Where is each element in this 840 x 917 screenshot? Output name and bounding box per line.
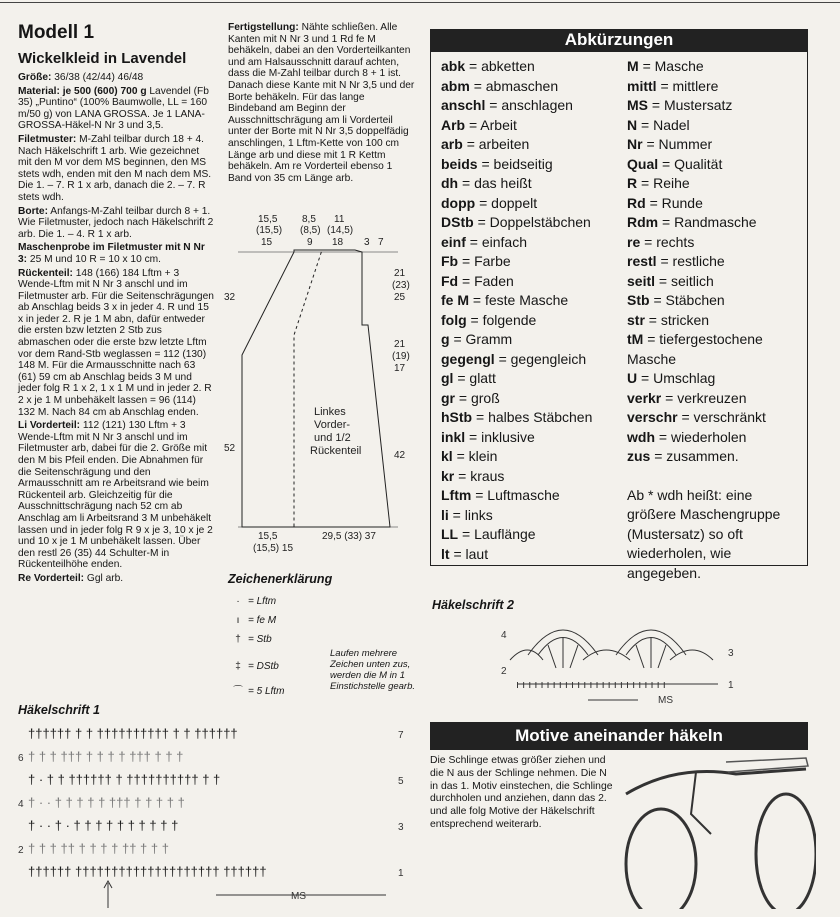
abbreviation-key: re	[627, 233, 641, 250]
abbreviation-row	[627, 116, 802, 136]
abbreviation-key: dh	[441, 175, 459, 191]
svg-text:† · † † †††††† † ††††††††: † · † † †††††† † †††††††††† † †	[28, 772, 221, 787]
double-crochet-icon: †	[235, 634, 241, 645]
abbreviation-key: lt	[441, 545, 450, 562]
abbreviation-value: = einfach	[469, 233, 527, 250]
abbreviation-key: hStb	[441, 409, 473, 425]
abbreviation-key: Fb	[441, 253, 459, 269]
abbreviation-key: gegengl	[441, 350, 495, 367]
abbreviation-row	[627, 369, 802, 389]
dim-right-42: 42	[394, 450, 406, 461]
abbreviation-key: kl	[441, 448, 453, 464]
svg-text:† · · † · † † † † † † †: † · · † · † † † † † † † † † †	[28, 818, 179, 833]
instructions-column-1	[18, 22, 215, 587]
abbreviations-left-list	[441, 57, 626, 564]
abbreviation-row	[441, 330, 626, 350]
chart2-row-2: 2	[501, 666, 507, 677]
abbreviation-value: = beidseitig	[481, 155, 553, 172]
abbreviation-key: R	[627, 175, 638, 191]
abbreviation-value: = Nummer	[646, 136, 713, 152]
abbreviations-panel	[430, 22, 808, 581]
chart1-ms-label: MS	[291, 891, 306, 902]
abbreviation-row	[441, 252, 626, 272]
abbreviation-key: kr	[441, 467, 455, 484]
abbreviation-key: seitl	[627, 272, 656, 289]
abbreviation-row	[627, 213, 802, 233]
chart1-row-3: 3	[398, 822, 404, 833]
abbreviation-value: = Nadel	[641, 116, 690, 133]
abbreviation-key: arb	[441, 136, 463, 152]
abbreviation-key: mittl	[627, 77, 657, 94]
svg-text:† † † †† † † † † †† †: † † † †† † † † † †† † † †	[28, 841, 169, 856]
abbreviation-value: = das heißt	[462, 175, 532, 191]
chart1-row-5: 5	[398, 776, 404, 787]
chart2-row-4: 4	[501, 630, 507, 641]
abbreviation-value: = feste Masche	[472, 292, 569, 308]
abbreviation-row	[441, 389, 626, 409]
piece-label-3: und 1/2	[314, 432, 351, 444]
abbreviation-value: = verkreuzen	[665, 389, 747, 406]
treble-crochet-icon: ‡	[235, 661, 241, 672]
abbreviation-key: Qual	[627, 155, 659, 172]
abbreviation-row	[627, 291, 802, 311]
legend-title: Zeichenerklärung	[228, 572, 333, 586]
abbreviation-row	[627, 155, 802, 175]
dim-right-25: 25	[394, 292, 406, 303]
piece-label-4: Rückenteil	[310, 445, 362, 457]
chart1-row-2: 2	[18, 845, 24, 856]
abbreviation-value: = anschlagen	[489, 97, 573, 113]
legend-note: Laufen mehrere Zeichen unten zus, werden die M in 1 Einstichstelle gearb.	[330, 648, 416, 692]
abbreviation-value: = stricken	[648, 311, 710, 328]
dim-left-52: 52	[224, 443, 236, 454]
abbreviation-key: Stb	[627, 292, 650, 308]
abbreviation-row	[441, 369, 626, 389]
model-title: Modell 1	[18, 22, 95, 43]
dim-top-b3: 9	[307, 237, 313, 248]
abbreviation-value: = Lauflänge	[462, 526, 536, 542]
abbreviation-key: verschr	[627, 409, 678, 425]
abbreviation-value: Masche	[627, 350, 677, 367]
dim-top-a: 15,5	[258, 214, 278, 225]
abbreviation-row	[441, 213, 626, 233]
chain-arc-icon: ⌒	[233, 686, 243, 697]
abbreviation-key: Rdm	[627, 214, 659, 230]
abbreviation-value: = Gramm	[453, 331, 513, 347]
abbreviation-row	[441, 57, 626, 77]
abbreviation-value: = verschränkt	[681, 409, 766, 425]
abbreviation-row	[441, 174, 626, 194]
legend-row-stb: † = Stb	[228, 630, 418, 649]
abbreviation-value: = Runde	[649, 194, 703, 211]
abbreviation-value: = Randmasche	[662, 214, 757, 230]
svg-text:†††††† † † †††††††††† † †: †††††† † † †††††††††† † † ††††††	[28, 726, 238, 741]
abbreviation-row	[441, 506, 626, 526]
dim-right-17: 17	[394, 363, 406, 374]
abbreviation-value: = glatt	[457, 370, 496, 386]
abbreviation-row	[627, 389, 802, 409]
abbreviation-row	[627, 428, 802, 448]
abbreviation-value: = arbeiten	[466, 136, 530, 152]
size-paragraph: Größe: 36/38 (42/44) 46/48	[18, 72, 144, 83]
abbreviation-row	[441, 467, 626, 487]
dim-top-c2: (14,5)	[327, 225, 354, 236]
abbreviation-row	[627, 311, 802, 331]
abbreviation-value: = Masche	[642, 58, 704, 74]
abbreviation-key: Fd	[441, 272, 459, 289]
abbreviation-key: Nr	[627, 136, 643, 152]
chart1-row-7: 7	[398, 730, 404, 741]
instructions-column-2	[228, 22, 416, 186]
chart1-row-4: 4	[18, 799, 24, 810]
abbreviation-value: = Luftmasche	[475, 487, 560, 503]
filet-paragraph: Filetmuster: M-Zahl teilbar durch 18 + 4. Nach Häkelschrift 1 arb. Wie gezeichnet mit den M vor dem MS beginnen, den MS stets wdh, enden mit den M nach dem MS. Die 1. – 7. R 1 x arb, danach die 2. – 7. R stets wdh.	[18, 133, 212, 203]
dim-right-19: (19)	[392, 351, 410, 362]
abbreviation-value: = Doppelstäbchen	[477, 214, 591, 230]
abbreviation-key: U	[627, 370, 638, 386]
single-crochet-icon: ı	[236, 615, 240, 626]
abbreviation-row	[627, 174, 802, 194]
piece-label-2: Vorder-	[314, 419, 351, 431]
abbreviation-key: DStb	[441, 214, 474, 230]
abbreviation-key: g	[441, 331, 450, 347]
abbreviation-row	[441, 194, 626, 214]
dim-bottom-b: 29,5 (33) 37	[322, 531, 376, 542]
abbreviation-value: = seitlich	[658, 272, 714, 289]
dim-right-21a: 21	[394, 268, 406, 279]
abbreviation-key: einf	[441, 233, 466, 250]
chart2-row-1: 1	[728, 680, 734, 691]
motive-text: Die Schlinge etwas größer ziehen und die N aus der Schlinge nehmen. Die N in das 1. Motiv einstechen, die Schlinge durchholen und anziehen, dann das 2. und alle folg Motive der Häkelschrift entsprechend weiterarb.	[430, 755, 613, 830]
abbreviation-key: MS	[627, 97, 648, 113]
piece-label-1: Linkes	[314, 406, 346, 418]
dim-left-32: 32	[224, 292, 236, 303]
abbreviation-value: = halbes Stäbchen	[476, 409, 593, 425]
abbreviation-value: = tiefergestochene	[647, 331, 763, 347]
abbreviation-value: = folgende	[470, 311, 537, 328]
legend-row-dstb: ‡ = DStb	[228, 657, 418, 676]
abbreviation-value: = klein	[456, 448, 498, 464]
centre-line	[294, 250, 322, 527]
abbreviation-value: = restliche	[660, 253, 725, 269]
top-rule	[0, 2, 840, 3]
material-paragraph: Material: je 500 (600) 700 g Lavendel (Fb 35) „Puntino“ (100% Baumwolle, LL = 160 m/50 g) von LANA GROSSA. Je 1 LANA-GROSSA-Häkel-N Nr 3 und 3,5.	[18, 85, 209, 132]
borte-paragraph: Borte: Anfangs-M-Zahl teilbar durch 8 + 1. Wie Filetmuster, jedoch nach Häkelschrift 2 arb. Die 1. – 4. R 1 x arb.	[18, 205, 214, 240]
svg-text:ı ı ı ı ı ı ı ı ı ı ı ı ı ı ı: ı ı ı ı ı ı ı ı ı ı ı ı ı ı ı ı ı ı ı ı ı ı ı ı ı	[516, 679, 666, 691]
abbreviation-row	[441, 428, 626, 448]
abbreviation-value: = Farbe	[462, 253, 511, 269]
abbreviation-row	[627, 408, 802, 428]
abbreviation-row	[441, 135, 626, 155]
abbreviation-row	[441, 447, 626, 467]
abbreviation-value: = Umschlag	[641, 370, 716, 386]
gauge-paragraph: Maschenprobe im Filetmuster mit N Nr 3: 25 M und 10 R = 10 x 10 cm.	[18, 242, 205, 265]
abbreviation-row	[627, 57, 802, 77]
abbreviation-key: M	[627, 58, 639, 74]
legend-row-fem: ı = fe M	[228, 611, 418, 630]
abbreviations-right-list	[627, 57, 802, 583]
garment-outline	[242, 250, 390, 527]
abbreviation-key: str	[627, 311, 645, 328]
svg-text:† † † ††† † † † † †††: † † † ††† † † † † ††† † † †	[28, 749, 184, 764]
abbreviation-key: inkl	[441, 428, 466, 445]
legend-block	[228, 572, 418, 701]
abbreviation-value: = gegengleich	[498, 350, 587, 367]
model-subtitle: Wickelkleid in Lavendel	[18, 50, 187, 67]
abbreviation-key: Lftm	[441, 487, 472, 503]
abbreviation-key: gl	[441, 370, 454, 386]
abbreviation-key: restl	[627, 253, 657, 269]
chain-icon: ·	[236, 596, 240, 607]
abbreviation-key: tM	[627, 331, 644, 347]
abbreviation-row	[441, 155, 626, 175]
dim-bottom-a2: (15,5) 15	[253, 543, 294, 554]
dim-right-21b: 21	[394, 339, 406, 350]
joining-illustration	[616, 754, 816, 909]
abbreviation-row	[441, 311, 626, 331]
chart2-row-3: 3	[728, 648, 734, 659]
left-front-paragraph: Li Vorderteil: 112 (121) 130 Lftm + 3 Wende-Lftm mit N Nr 3 anschl und im Filetmuster arb, dabei für die 2. Größe mit den M bis Pfeil enden. Die Abnahmen für die Seitenschrägung und den Armausschnitt am re Arbeitsrand wie beim Rückenteil arb. Gleichzeitig für die Ausschnittschrägung nach 52 cm ab Anschlag am li Arbeitsrand 3 M unbehäkelt lassen und in jeder folg R 9 x je 3, 10 x je 2 und 10 x je 1 M unbehäkelt lassen. Über den restl 26 (35) 44 Schulter-M in Rückenteilhöhe enden.	[18, 420, 213, 571]
abbreviations-box	[430, 51, 808, 581]
abbreviation-row	[627, 233, 802, 253]
abbreviation-row	[441, 77, 626, 97]
abbreviation-key: beids	[441, 155, 478, 172]
crochet-chart-1	[16, 718, 416, 913]
abbreviation-key: gr	[441, 389, 455, 406]
crochet-chart-2	[498, 600, 748, 710]
abbreviation-value: = laut	[453, 545, 489, 562]
dim-top-a3: 15	[261, 237, 273, 248]
abbreviation-value: = inklusive	[469, 428, 535, 445]
abbreviation-value: = Arbeit	[469, 116, 517, 133]
abbreviation-value: = Faden	[462, 272, 514, 289]
chart2-title: Häkelschrift 2	[432, 598, 514, 612]
abbreviation-row	[627, 330, 802, 350]
finishing-paragraph: Fertigstellung: Nähte schließen. Alle Kanten mit N Nr 3 und 1 Rd fe M behäkeln, dabei an den Vorderteilkanten und am Halsausschnitt darauf achten, dass die M-Zahl teilbar durch 8 + 1 ist. Danach diese Kante mit N Nr 3,5 und der Borte behäkeln. Für das lange Bindeband am Beginn der Ausschnittschrägung am li Vorderteil unter der Borte mit N Nr 3,5 doppelfädig anschlingen, 1 Lftm-Kette von 100 cm Länge arb und diese mit 1 R Kettm behäkeln. Am re Vorderteil ebenso 1 Band von 35 cm Länge arb.	[228, 22, 415, 184]
abbreviation-key: Arb	[441, 116, 466, 133]
abbreviation-row	[627, 272, 802, 292]
abbreviation-value: = Qualität	[662, 155, 723, 172]
abbreviation-key: folg	[441, 311, 467, 328]
dim-top-c: 11	[334, 214, 345, 225]
abbreviation-value: = links	[452, 506, 493, 523]
abbreviation-row	[441, 291, 626, 311]
abbreviation-row	[441, 525, 626, 545]
abbreviation-key: anschl	[441, 97, 486, 113]
chart2-ms-label: MS	[658, 695, 673, 706]
abbreviation-row	[441, 272, 626, 292]
abbreviations-note: Ab * wdh heißt: eine größere Maschengruppe (Mustersatz) so oft wiederholen, wie angegeben.	[627, 486, 781, 581]
abbreviation-key: dopp	[441, 194, 476, 211]
abbreviation-row	[441, 350, 626, 370]
right-front-paragraph: Re Vorderteil: Ggl arb.	[18, 572, 124, 584]
abbreviation-value: = doppelt	[479, 194, 538, 211]
abbreviation-row	[627, 447, 802, 467]
dim-right-23: (23)	[392, 280, 410, 291]
motive-title: Motive aneinander häkeln	[430, 722, 808, 750]
dim-top-e: 7	[378, 237, 384, 248]
back-paragraph: Rückenteil: 148 (166) 184 Lftm + 3 Wende-Lftm mit N Nr 3 anschl und im Filetmuster arb. Für die Seitenschrägungen ab Anschlag beids 3 x in jeder 4. R und 15 x in jeder 2. R je 1 M abn, dafür entweder die ersten bzw letzten 2 Stb zus abmaschen oder die erste bzw letzte Lftm vor dem Rand-Stb weglassen = 112 (130) 148 M. Für die Armausschnitte nach 63 (61) 59 cm ab Anschlag beids 3 M und jeder folg R 1 x 2, 1 x 1 M und in jeder 2. R 2 x je 1 M unbehäkelt lassen = 96 (114) 132 M. Nach 84 cm ab Anschlag enden.	[18, 267, 214, 418]
abbreviation-row	[441, 545, 626, 565]
abbreviations-title: Abkürzungen	[430, 29, 808, 51]
dim-top-d: 3	[364, 237, 370, 248]
abbreviation-value: = mittlere	[660, 77, 719, 94]
abbreviation-key: Rd	[627, 194, 646, 211]
abbreviation-value: = rechts	[644, 233, 695, 250]
dim-top-b: 8,5	[302, 214, 316, 225]
abbreviation-row	[627, 350, 802, 370]
chart1-row-1: 1	[398, 868, 404, 879]
abbreviation-value: = kraus	[458, 467, 505, 484]
abbreviation-row	[627, 135, 802, 155]
abbreviation-row	[627, 77, 802, 97]
abbreviation-value: = Mustersatz	[651, 97, 733, 113]
abbreviation-value: = zusammen.	[654, 448, 739, 464]
abbreviation-row	[627, 194, 802, 214]
abbreviation-row	[627, 96, 802, 116]
abbreviation-row	[441, 408, 626, 428]
abbreviation-key: fe M	[441, 292, 469, 308]
dim-top-c3: 18	[332, 237, 344, 248]
abbreviation-key: abm	[441, 77, 470, 94]
legend-row-5lftm: ⌒ = 5 Lftm	[228, 682, 418, 701]
abbreviation-value: = Reihe	[641, 175, 690, 191]
abbreviation-row	[627, 252, 802, 272]
abbreviation-value: = abketten	[469, 58, 535, 74]
abbreviation-row	[441, 96, 626, 116]
abbreviation-key: abk	[441, 58, 466, 74]
chart1-row-6: 6	[18, 753, 24, 764]
abbreviation-row	[441, 233, 626, 253]
abbreviation-value: = abmaschen	[473, 77, 559, 94]
chart1-title: Häkelschrift 1	[18, 703, 100, 717]
garment-schematic	[218, 205, 418, 555]
abbreviation-key: N	[627, 116, 638, 133]
abbreviation-key: zus	[627, 448, 651, 464]
legend-row-lftm: · = Lftm	[228, 592, 418, 611]
dim-top-a2: (15,5)	[256, 225, 283, 236]
abbreviation-key: li	[441, 506, 449, 523]
abbreviation-row	[441, 486, 626, 506]
abbreviation-value: = wiederholen	[658, 428, 747, 445]
svg-text:†††††† ††††††††††††††††††††: †††††† †††††††††††††††††††† ††††††	[28, 864, 267, 879]
dim-bottom-a: 15,5	[258, 531, 278, 542]
dim-top-b2: (8,5)	[300, 225, 321, 236]
abbreviation-key: verkr	[627, 389, 662, 406]
abbreviation-value: = Stäbchen	[653, 292, 725, 308]
abbreviation-row	[441, 116, 626, 136]
svg-text:† · · † † † † † ††† † †: † · · † † † † † ††† † † † † †	[28, 795, 185, 810]
abbreviation-value: = groß	[458, 389, 500, 406]
abbreviation-key: wdh	[627, 428, 655, 445]
abbreviation-key: LL	[441, 526, 459, 542]
